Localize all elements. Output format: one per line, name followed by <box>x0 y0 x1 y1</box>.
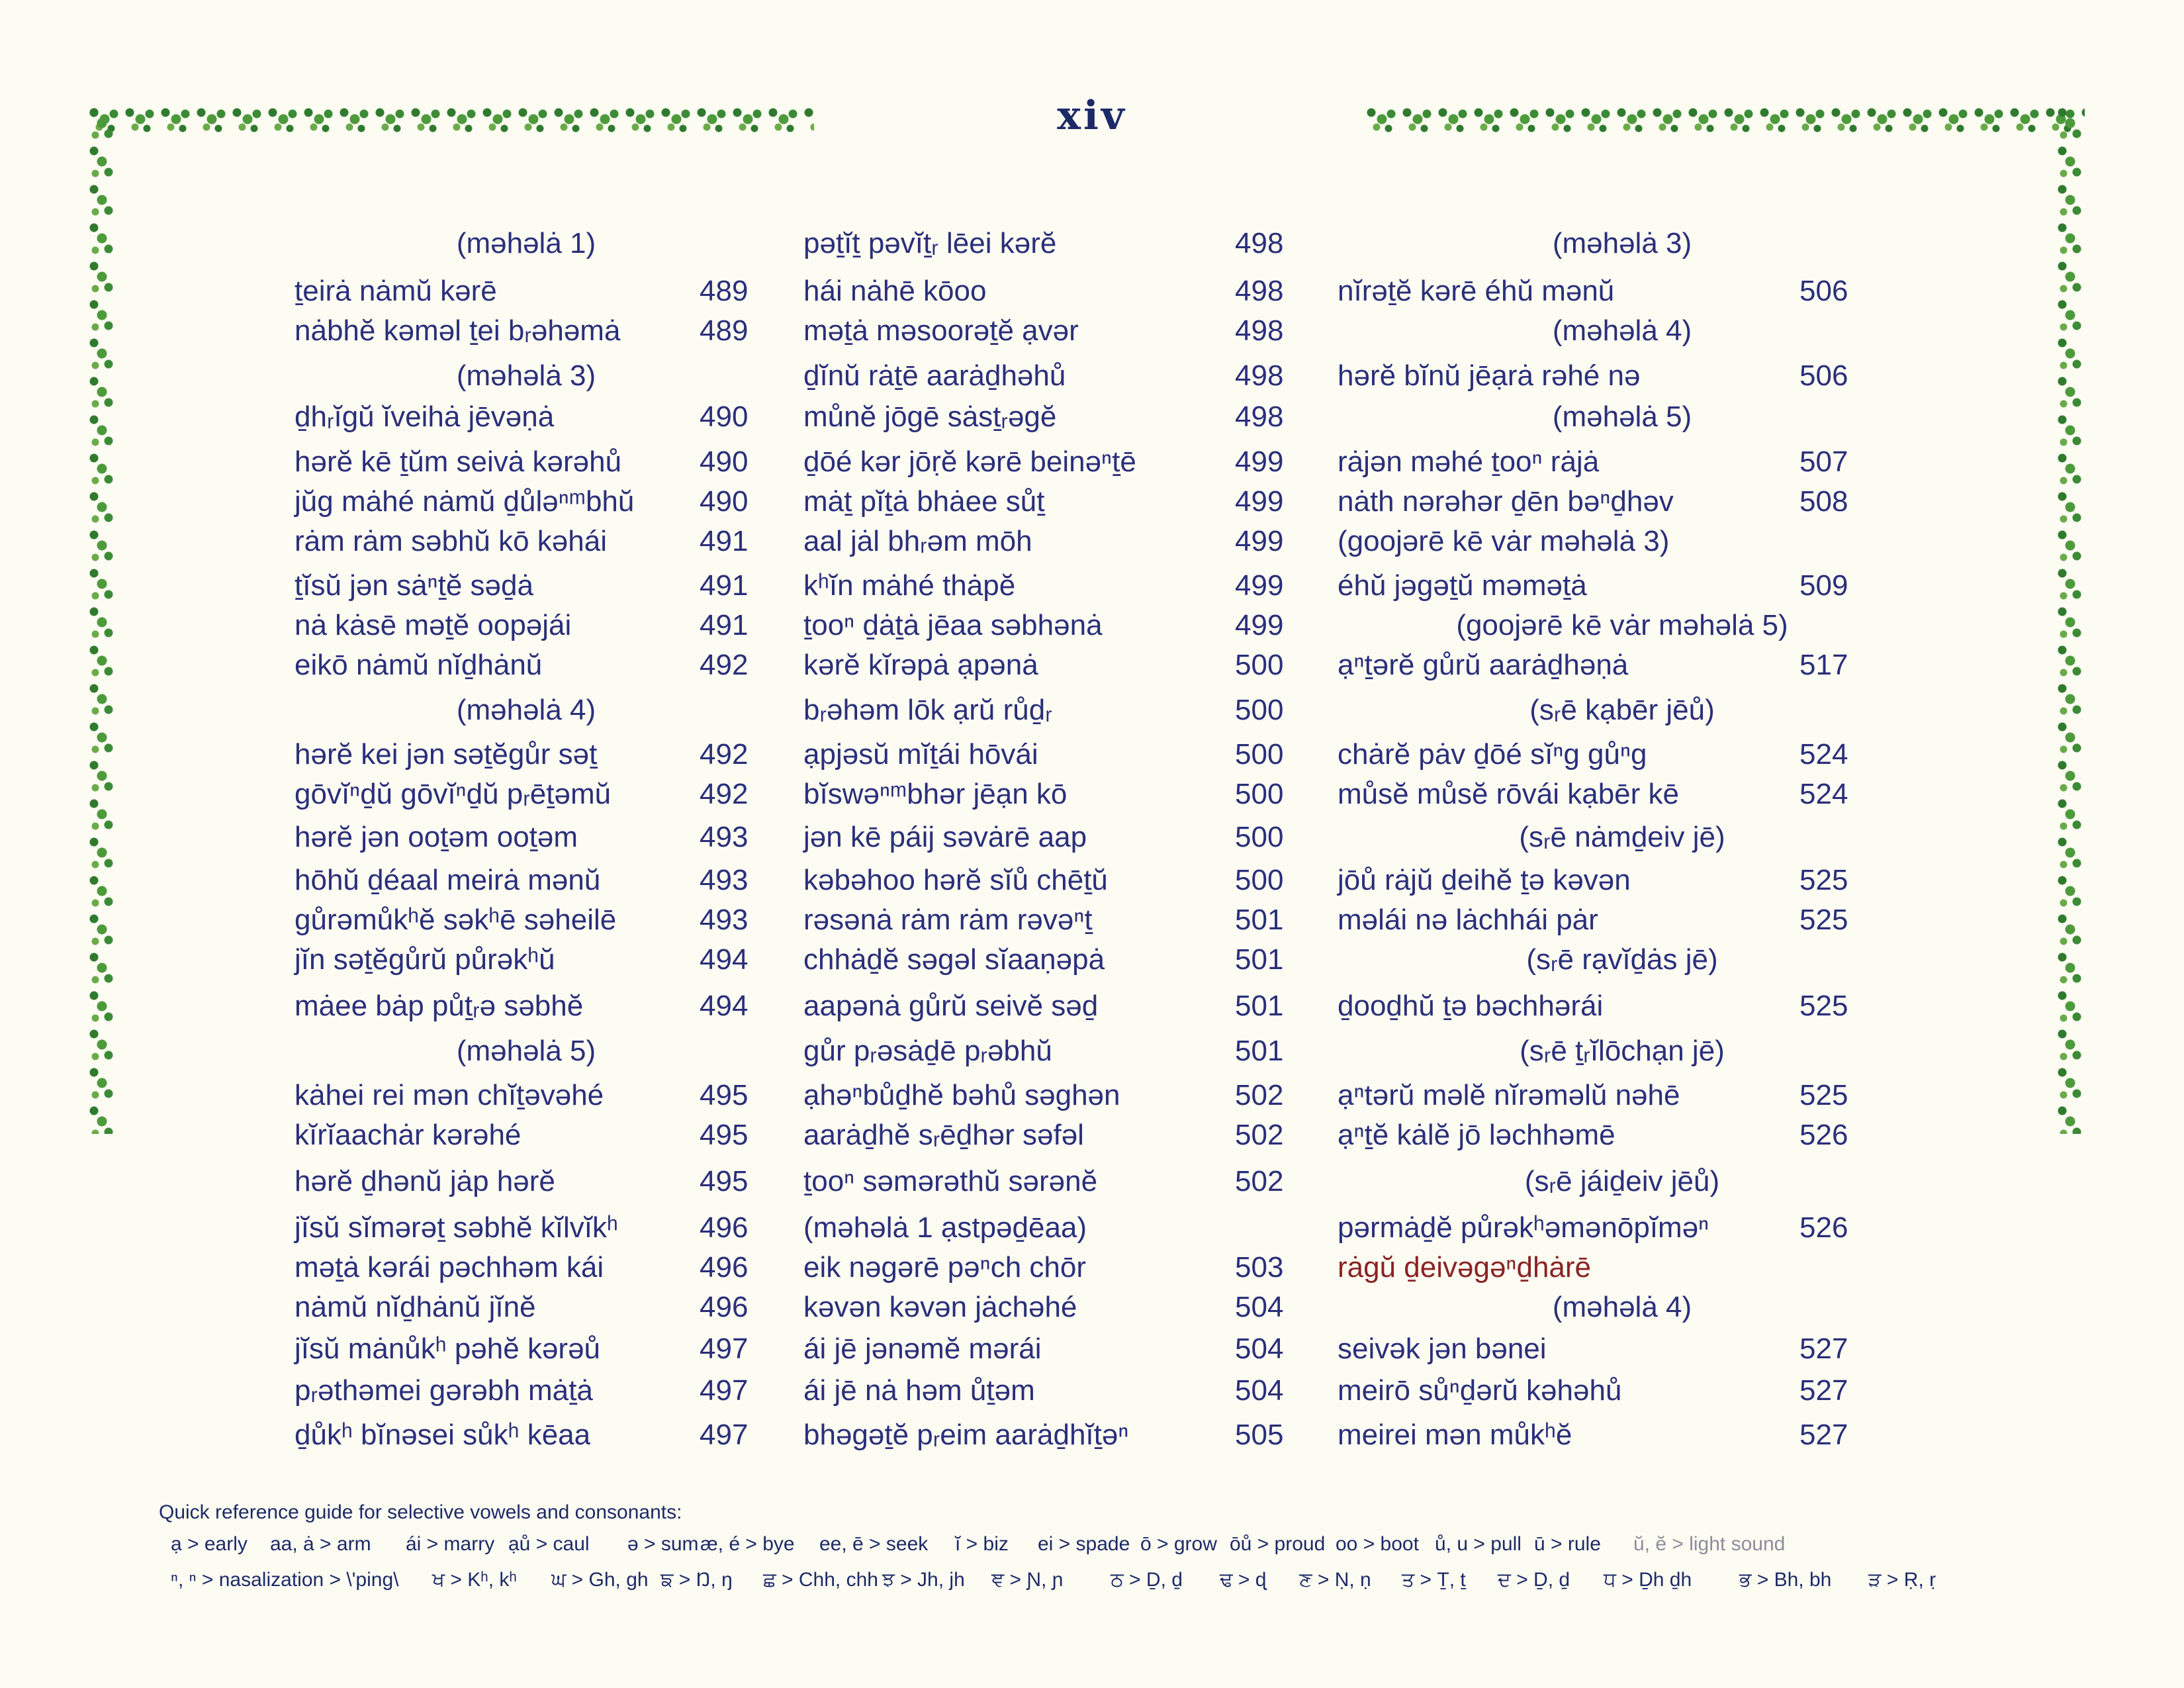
entry-page-number: 525 <box>1799 990 1848 1022</box>
entry-title: (məhəlȧ 4) <box>1552 1291 1692 1323</box>
entry-title: (sᵣē kạbēr jēů) <box>1529 694 1715 726</box>
entry-page-number: 490 <box>700 400 749 433</box>
entry-title: chhȧḏĕ səgəl sĭaaṇəpȧ <box>803 943 1105 976</box>
entry-page-number: 498 <box>1235 227 1284 259</box>
guide-item: ਞ > Ɲ, ɲ <box>991 1569 1064 1591</box>
entry-page-number: 494 <box>700 943 749 976</box>
entry-title: mȧṯ pĭṯȧ bhȧee sůṯ <box>803 485 1045 518</box>
section-heading <box>295 357 758 395</box>
entry-title: chȧrĕ pȧv ḏōé sĭⁿg gůⁿg <box>1338 738 1647 771</box>
index-entry <box>1338 1117 1907 1154</box>
index-entry <box>1338 1331 1907 1368</box>
entry-title: ạhəⁿbůḏhĕ bəhů səghən <box>803 1079 1120 1111</box>
entry-page-number: 504 <box>1235 1291 1284 1323</box>
guide-item: ਣ > Ṇ, ṇ <box>1299 1569 1371 1591</box>
index-entry <box>803 1289 1300 1326</box>
entry-title: kʰĭn mȧhé thȧpĕ <box>803 569 1016 602</box>
entry-title: eikō nȧmŭ nĭḏhȧnŭ <box>295 649 543 681</box>
index-entry <box>803 736 1300 773</box>
section-heading <box>1338 399 1907 436</box>
entry-page-number: 497 <box>700 1333 749 1365</box>
index-entry <box>1338 862 1907 899</box>
entry-title: nȧth nərəhər ḏēn bəⁿḏhəv <box>1338 485 1674 518</box>
index-entry <box>803 357 1300 395</box>
entry-title: aarȧḏhĕ sᵣēḏhər səfəl <box>803 1119 1084 1151</box>
entry-title: bᵣəhəm lōk ạrŭ růḏᵣ <box>803 694 1052 726</box>
entry-title: nȧbhĕ kəməl ṯei bᵣəhəmȧ <box>295 314 621 347</box>
section-heading <box>1338 1289 1907 1326</box>
guide-item: ੜ > Ṛ, ṛ <box>1868 1569 1936 1591</box>
entry-page-number: 499 <box>1235 609 1284 641</box>
index-entry <box>295 1117 758 1154</box>
entry-page-number: 500 <box>1235 864 1284 896</box>
entry-title: məlái nə lȧchhái pȧr <box>1338 904 1598 936</box>
index-entry <box>803 1249 1300 1286</box>
guide-item: ਙ > Ŋ, ŋ <box>660 1569 733 1591</box>
entry-title: (məhəlȧ 3) <box>1552 227 1692 259</box>
index-entry <box>803 399 1300 436</box>
entry-title: ḏĭnŭ rȧṯē aarȧḏhəhů <box>803 359 1066 392</box>
entry-title: nȧ kȧsē məṯĕ oopəjái <box>295 609 572 641</box>
index-entry <box>1338 567 1907 604</box>
index-entry <box>803 647 1300 684</box>
index-entry <box>295 819 758 856</box>
section-heading <box>1338 1033 1907 1070</box>
entry-title: (sᵣē rạvĭḏȧs jē) <box>1526 943 1718 976</box>
index-entry <box>295 607 758 644</box>
entry-page-number: 502 <box>1235 1165 1284 1197</box>
entry-page-number: 492 <box>700 778 749 810</box>
entry-page-number: 527 <box>1799 1374 1848 1407</box>
guide-item: ái > marry <box>406 1533 495 1555</box>
index-entry <box>1338 523 1907 560</box>
entry-page-number: 494 <box>700 990 749 1022</box>
index-entry <box>803 1033 1300 1070</box>
entry-title: mȧee bȧp půṯᵣə səbhĕ <box>295 990 584 1022</box>
guide-item: ō > grow <box>1140 1533 1217 1555</box>
entry-title: ṯeirȧ nȧmŭ kərē <box>295 275 497 307</box>
index-entry <box>295 1249 758 1286</box>
guide-item: ਛ > Chh, chh <box>763 1569 878 1591</box>
entry-title: můnĕ jōgē sȧsṯᵣəgĕ <box>803 400 1057 433</box>
entry-title: jŭg mȧhé nȧmŭ ḏůləⁿᵐbhŭ <box>295 485 635 518</box>
index-entry <box>295 1209 758 1246</box>
entry-title: ái jē nȧ həm ůṯəm <box>803 1374 1035 1407</box>
entry-page-number: 490 <box>700 485 749 518</box>
entry-title: hərĕ bĭnŭ jēạrȧ rəhé nə <box>1338 359 1641 392</box>
entry-title: rȧgŭ ḏeivəgəⁿḏhȧrē <box>1338 1251 1592 1284</box>
guide-item: ਧ > Ḏh ḏh <box>1604 1569 1692 1591</box>
entry-title: rȧm rȧm səbhŭ kō kəhái <box>295 525 607 557</box>
section-heading <box>1338 941 1907 978</box>
index-entry <box>1338 902 1907 939</box>
vine-border-right <box>2054 105 2085 1134</box>
entry-title: ṯooⁿ ḏȧṯȧ jēaa səbhənȧ <box>803 609 1103 641</box>
index-entry <box>295 902 758 939</box>
entry-title: éhŭ jəgəṯŭ məməṯȧ <box>1338 569 1587 602</box>
entry-title: hái nȧhē kōoo <box>803 275 987 307</box>
index-entry <box>1338 647 1907 684</box>
entry-title: hōhŭ ḏéaal meirȧ mənŭ <box>295 864 601 896</box>
entry-title: rȧjən məhé ṯooⁿ rȧjȧ <box>1338 445 1600 478</box>
entry-page-number: 496 <box>700 1251 749 1284</box>
guide-item: ĭ > biz <box>955 1533 1009 1555</box>
guide-item: ə > sum <box>627 1533 699 1555</box>
index-entry <box>803 1372 1300 1409</box>
entry-page-number: 508 <box>1799 485 1848 518</box>
index-entry <box>295 1289 758 1326</box>
section-heading <box>1338 1163 1907 1200</box>
entry-title: eik nəgərē pəⁿch chōr <box>803 1251 1086 1284</box>
index-entry <box>803 1331 1300 1368</box>
guide-item: ਖ > Kʰ, kʰ <box>432 1569 517 1591</box>
guide-item: ⁿ, ⁿ > nasalization > \'ping\ <box>171 1569 399 1591</box>
entry-page-number: 509 <box>1799 569 1848 602</box>
entry-title: jĭsŭ mȧnůkʰ pəhĕ kərəů <box>295 1333 601 1365</box>
entry-title: můsĕ můsĕ rōvái kạbēr kē <box>1338 778 1679 810</box>
guide-item: ਦ > Ḏ, ḏ <box>1498 1569 1570 1591</box>
entry-page-number: 524 <box>1799 778 1848 810</box>
guide-item: æ, é > bye <box>700 1533 795 1555</box>
entry-page-number: 517 <box>1799 649 1848 681</box>
entry-page-number: 525 <box>1799 1079 1848 1111</box>
entry-title: kəvən kəvən jȧchəhé <box>803 1291 1077 1323</box>
index-entry <box>295 273 758 310</box>
entry-title: ạⁿṯĕ kȧlĕ jō ləchhəmē <box>1338 1119 1615 1151</box>
entry-page-number: 503 <box>1235 1251 1284 1284</box>
index-entry <box>295 483 758 520</box>
section-heading <box>1338 819 1907 856</box>
entry-page-number: 493 <box>700 821 749 853</box>
index-entry <box>803 273 1300 310</box>
guide-item: ee, ē > seek <box>819 1533 929 1555</box>
entry-title: məṯȧ kərái pəchhəm kái <box>295 1251 604 1284</box>
index-entry <box>295 1077 758 1114</box>
index-entry <box>295 444 758 481</box>
entry-page-number: 496 <box>700 1211 749 1244</box>
entry-title: ḏhᵣĭgŭ ĭveihȧ jēvəṇȧ <box>295 400 555 433</box>
entry-page-number: 498 <box>1235 400 1284 433</box>
guide-item: ạů > caul <box>508 1533 590 1555</box>
entry-page-number: 504 <box>1235 1374 1284 1407</box>
entry-page-number: 506 <box>1799 359 1848 392</box>
index-entry <box>803 902 1300 939</box>
entry-page-number: 499 <box>1235 445 1284 478</box>
index-entry <box>1338 1417 1907 1454</box>
index-entry <box>803 1163 1300 1200</box>
entry-page-number: 491 <box>700 525 749 557</box>
index-entry <box>295 1163 758 1200</box>
index-entry <box>1338 736 1907 773</box>
index-entry <box>803 523 1300 560</box>
index-entry <box>803 1117 1300 1154</box>
entry-page-number: 500 <box>1235 778 1284 810</box>
entry-page-number: 493 <box>700 864 749 896</box>
entry-title: ái jē jənəmĕ mərái <box>803 1333 1042 1365</box>
entry-title: ạⁿṯərĕ gůrŭ aarȧḏhəṇȧ <box>1338 649 1629 681</box>
entry-page-number: 500 <box>1235 649 1284 681</box>
entry-title: (məhəlȧ 4) <box>1552 314 1692 347</box>
entry-title: (məhəlȧ 3) <box>456 359 596 392</box>
entry-title: ạpjəsŭ mĭṯái hōvái <box>803 738 1038 771</box>
entry-title: (goojərē kē vȧr məhəlȧ 5) <box>1456 609 1788 641</box>
index-entry <box>295 988 758 1025</box>
entry-title: jōů rȧjŭ ḏeihĕ ṯə kəvən <box>1338 864 1631 896</box>
index-entry <box>1338 1372 1907 1409</box>
entry-page-number: 500 <box>1235 738 1284 771</box>
entry-title: pᵣəthəmei gərəbh mȧṯȧ <box>295 1374 593 1407</box>
vine-border-left <box>86 105 116 1134</box>
guide-item: ōů > proud <box>1230 1533 1326 1555</box>
index-entry <box>803 819 1300 856</box>
index-entry <box>803 1417 1300 1454</box>
entry-title: meirō sůⁿḏərŭ kəhəhů <box>1338 1374 1622 1407</box>
index-entry <box>1338 1077 1907 1114</box>
entry-title: aal jȧl bhᵣəm mōh <box>803 525 1032 557</box>
index-entry <box>295 523 758 560</box>
entry-page-number: 526 <box>1799 1119 1848 1151</box>
entry-page-number: 491 <box>700 569 749 602</box>
guide-item: ŭ, ĕ > light sound <box>1633 1533 1786 1555</box>
entry-page-number: 525 <box>1799 864 1848 896</box>
index-entry <box>803 567 1300 604</box>
entry-title: (məhəlȧ 5) <box>1552 400 1692 433</box>
index-entry <box>803 941 1300 978</box>
section-heading <box>1338 692 1907 729</box>
entry-title: (məhəlȧ 4) <box>456 694 596 726</box>
entry-title: hərĕ ḏhənŭ jȧp hərĕ <box>295 1165 555 1197</box>
entry-page-number: 501 <box>1235 904 1284 936</box>
entry-page-number: 493 <box>700 904 749 936</box>
entry-page-number: 499 <box>1235 485 1284 518</box>
entry-title: gōvĭⁿḏŭ gōvĭⁿḏŭ pᵣēṯəmŭ <box>295 778 612 810</box>
entry-title: kəbəhoo hərĕ sĭů chēṯŭ <box>803 864 1108 896</box>
index-entry <box>803 1209 1300 1246</box>
index-entry <box>295 399 758 436</box>
index-entry <box>803 312 1300 350</box>
entry-title: kərĕ kĭrəpȧ ạpənȧ <box>803 649 1038 681</box>
entry-page-number: 492 <box>700 649 749 681</box>
guide-item: ਝ > Jh, jh <box>882 1569 965 1591</box>
guide-item: ů, u > pull <box>1435 1533 1522 1555</box>
entry-page-number: 500 <box>1235 694 1284 726</box>
entry-page-number: 491 <box>700 609 749 641</box>
entry-page-number: 502 <box>1235 1079 1284 1111</box>
entry-page-number: 506 <box>1799 275 1848 307</box>
index-entry <box>1338 776 1907 813</box>
section-heading <box>295 225 758 262</box>
entry-page-number: 497 <box>700 1374 749 1407</box>
entry-title: ḏōé kər jōṛĕ kərē beinəⁿṯē <box>803 445 1136 478</box>
entry-title: gůrəmůkʰĕ səkʰē səheilē <box>295 904 617 936</box>
entry-title: (goojərē kē vȧr məhəlȧ 3) <box>1338 525 1670 557</box>
entry-page-number: 495 <box>700 1119 749 1151</box>
entry-title: jən kē páij səvȧrē aap <box>803 821 1087 853</box>
entry-title: nȧmŭ nĭḏhȧnŭ jĭnĕ <box>295 1291 536 1323</box>
entry-title: aapənȧ gůrŭ seivĕ səḏ <box>803 990 1099 1022</box>
index-entry <box>1338 988 1907 1025</box>
entry-title: (məhəlȧ 5) <box>456 1035 596 1067</box>
entry-title: pərmȧḏĕ půrəkʰəmənōpĭməⁿ <box>1338 1211 1709 1244</box>
index-entry <box>295 1372 758 1409</box>
guide-item: ei > spade <box>1038 1533 1130 1555</box>
guide-item: ਢ > ɖ <box>1220 1569 1267 1591</box>
entry-title: hərĕ jən ooṯəm ooṯəm <box>295 821 578 853</box>
guide-item: ū > rule <box>1534 1533 1601 1555</box>
index-entry <box>295 567 758 604</box>
entry-page-number: 496 <box>700 1291 749 1323</box>
entry-page-number: 490 <box>700 445 749 478</box>
entry-page-number: 495 <box>700 1079 749 1111</box>
entry-page-number: 499 <box>1235 525 1284 557</box>
raag-heading <box>1338 1249 1907 1286</box>
guide-item: ਠ > Ḏ, ḏ <box>1111 1569 1183 1591</box>
entry-title: ṯĭsŭ jən sȧⁿṯĕ səḏȧ <box>295 569 533 602</box>
index-entry <box>295 647 758 684</box>
guide-item: aa, ȧ > arm <box>270 1533 371 1555</box>
guide-item: ਭ > Bh, bh <box>1739 1569 1832 1591</box>
entry-page-number: 501 <box>1235 1035 1284 1067</box>
entry-title: məṯȧ məsoorəṯĕ ạvər <box>803 314 1079 347</box>
entry-page-number: 501 <box>1235 990 1284 1022</box>
guide-item: oo > boot <box>1336 1533 1419 1555</box>
index-entry <box>295 1417 758 1454</box>
section-heading <box>295 692 758 729</box>
entry-title: (məhəlȧ 1 ạstpəḏēaa) <box>803 1211 1087 1244</box>
entry-page-number: 492 <box>700 738 749 771</box>
index-entry <box>1338 1209 1907 1246</box>
entry-title: (sᵣē nȧmḏeiv jē) <box>1519 821 1725 853</box>
index-entry <box>803 607 1300 644</box>
entry-page-number: 489 <box>700 314 749 347</box>
index-entry <box>295 862 758 899</box>
entry-page-number: 498 <box>1235 359 1284 392</box>
index-entry <box>803 444 1300 481</box>
entry-page-number: 498 <box>1235 275 1284 307</box>
entry-page-number: 495 <box>700 1165 749 1197</box>
entry-title: meirei mən můkʰĕ <box>1338 1419 1572 1451</box>
index-entry <box>803 225 1300 262</box>
entry-page-number: 499 <box>1235 569 1284 602</box>
index-entry <box>295 1331 758 1368</box>
entry-title: jĭsŭ sĭmərəṯ səbhĕ kĭlvĭkʰ <box>295 1211 618 1244</box>
entry-page-number: 497 <box>700 1419 749 1451</box>
section-heading <box>1338 607 1907 644</box>
section-heading <box>1338 312 1907 350</box>
entry-page-number: 526 <box>1799 1211 1848 1244</box>
guide-item: ਤ > Ṯ, ṯ <box>1402 1569 1466 1591</box>
entry-title: pəṯĭṯ pəvĭṯᵣ lēei kərĕ <box>803 227 1057 259</box>
index-entry <box>295 941 758 978</box>
guide-item: ạ > early <box>171 1533 248 1555</box>
page-number: xiv <box>1057 93 1127 139</box>
entry-title: ḏůkʰ bĭnəsei sůkʰ kēaa <box>295 1419 591 1451</box>
entry-title: (sᵣē jáiḏeiv jēů) <box>1524 1165 1720 1197</box>
entry-title: (məhəlȧ 1) <box>456 227 596 259</box>
vine-border-top-left <box>86 105 814 135</box>
index-entry <box>1338 483 1907 520</box>
index-entry <box>803 1077 1300 1114</box>
entry-title: hərĕ kē ṯŭm seivȧ kərəhů <box>295 445 622 478</box>
entry-title: ḏooḏhŭ ṯə bəchhərái <box>1338 990 1604 1022</box>
index-entry <box>1338 273 1907 310</box>
entry-title: bhəgəṯĕ pᵣeim aarȧḏhĭṯəⁿ <box>803 1419 1129 1451</box>
guide-item: ਘ > Gh, gh <box>551 1569 649 1591</box>
guide-title: Quick reference guide for selective vowels and consonants: <box>159 1501 682 1523</box>
entry-page-number: 498 <box>1235 314 1284 347</box>
entry-title: kĭrĭaachȧr kərəhé <box>295 1119 522 1151</box>
entry-title: bĭswəⁿᵐbhər jēạn kō <box>803 778 1068 810</box>
entry-page-number: 527 <box>1799 1419 1848 1451</box>
entry-title: ṯooⁿ səmərəthŭ sərənĕ <box>803 1165 1098 1197</box>
section-heading <box>1338 225 1907 262</box>
entry-page-number: 525 <box>1799 904 1848 936</box>
entry-title: kȧhei rei mən chĭṯəvəhé <box>295 1079 604 1111</box>
section-heading <box>295 1033 758 1070</box>
entry-page-number: 489 <box>700 275 749 307</box>
entry-page-number: 504 <box>1235 1333 1284 1365</box>
entry-title: hərĕ kei jən səṯĕgůr səṯ <box>295 738 598 771</box>
vine-border-top-right <box>1363 105 2085 135</box>
entry-title: gůr pᵣəsȧḏē pᵣəbhŭ <box>803 1035 1052 1067</box>
index-entry <box>295 312 758 350</box>
entry-title: nĭrəṯĕ kərē éhŭ mənŭ <box>1338 275 1615 307</box>
entry-page-number: 502 <box>1235 1119 1284 1151</box>
entry-title: ạⁿtərŭ məlĕ nĭrəməlŭ nəhē <box>1338 1079 1680 1111</box>
entry-title: jĭn səṯĕgůrŭ půrəkʰŭ <box>295 943 555 976</box>
index-entry <box>803 776 1300 813</box>
entry-page-number: 527 <box>1799 1333 1848 1365</box>
index-entry <box>295 776 758 813</box>
entry-page-number: 524 <box>1799 738 1848 771</box>
index-entry <box>803 988 1300 1025</box>
entry-page-number: 501 <box>1235 943 1284 976</box>
entry-title: (sᵣē ṯᵣĭlōchạn jē) <box>1520 1035 1725 1067</box>
index-entry <box>295 736 758 773</box>
index-entry <box>1338 444 1907 481</box>
entry-page-number: 507 <box>1799 445 1848 478</box>
entry-title: rəsənȧ rȧm rȧm rəvəⁿṯ <box>803 904 1093 936</box>
entry-page-number: 500 <box>1235 821 1284 853</box>
entry-page-number: 505 <box>1235 1419 1284 1451</box>
index-entry <box>803 483 1300 520</box>
index-entry <box>1338 357 1907 395</box>
entry-title: seivək jən bənei <box>1338 1333 1547 1365</box>
index-entry <box>803 692 1300 729</box>
index-entry <box>803 862 1300 899</box>
